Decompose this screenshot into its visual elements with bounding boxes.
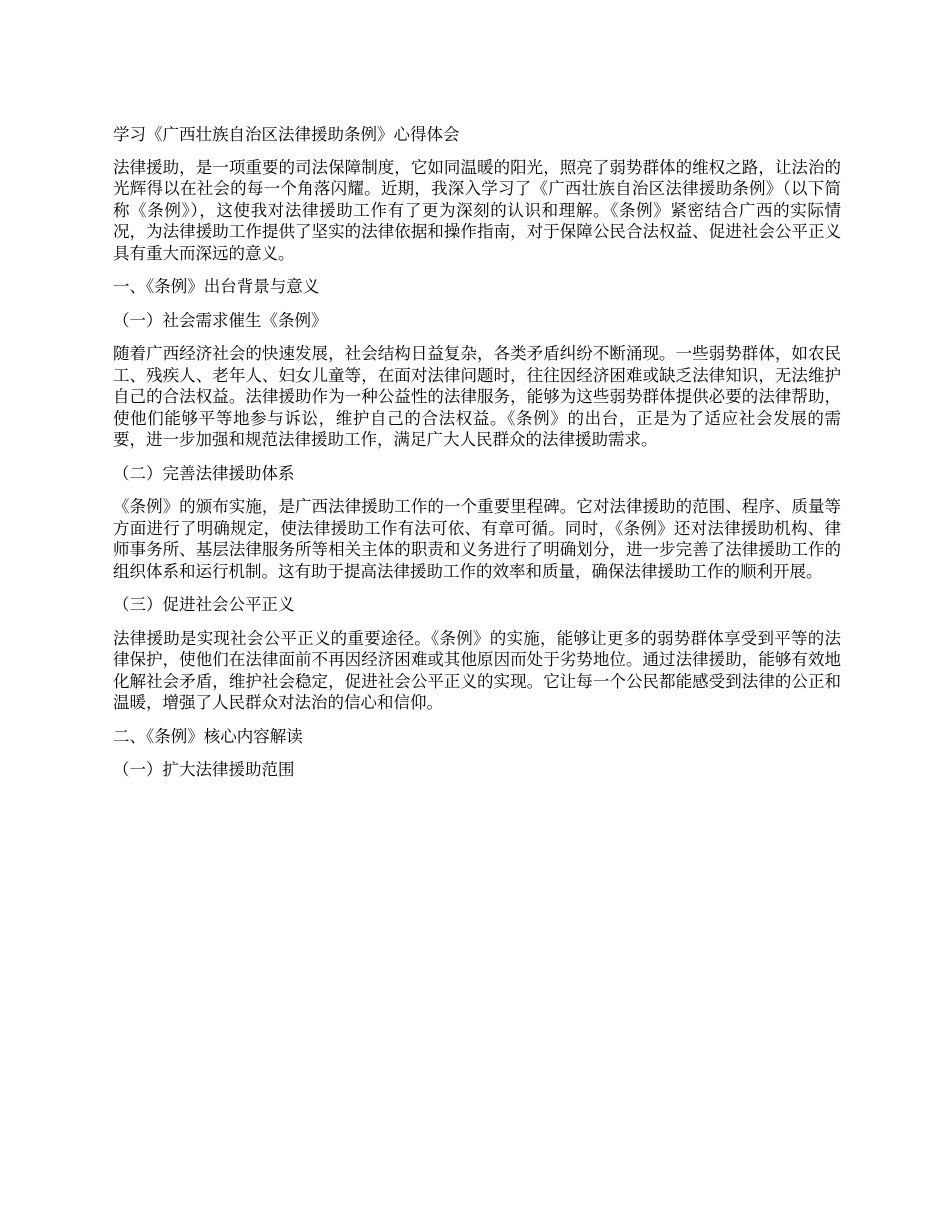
section-1-sub-3-body: 法律援助是实现社会公平正义的重要途径。《条例》的实施，能够让更多的弱势群体享受到平等的法律保护，使他们在法律面前不再因经济困难或其他原因而处于劣势地位。通过法律援助，能够有效地化解社会矛盾，维护社会稳定，促进社会公平正义的实现。它让每一个公民都能感受到法律的公正和温暖，增强了人民群众对法治的信心和信仰。 <box>113 628 841 712</box>
section-2-heading: 二、《条例》核心内容解读 <box>113 726 303 746</box>
intro-paragraph: 法律援助，是一项重要的司法保障制度，它如同温暖的阳光，照亮了弱势群体的维权之路，让法治的光辉得以在社会的每一个角落闪耀。近期，我深入学习了《广西壮族自治区法律援助条例》（以下简称《条例》），这使我对法律援助工作有了更为深刻的认识和理解。《条例》紧密结合广西的实际情况，为法律援助工作提供了坚实的法律依据和操作指南，对于保障公民合法权益、促进社会公平正义具有重大而深远的意义。 <box>113 157 841 263</box>
section-2-sub-1-heading: （一）扩大法律援助范围 <box>113 760 295 779</box>
section-1-heading: 一、《条例》出台背景与意义 <box>113 277 320 296</box>
document-page <box>113 124 841 793</box>
section-1-sub-1-heading: （一）社会需求催生《条例》 <box>113 310 328 330</box>
section-1-sub-2-heading: （二）完善法律援助体系 <box>113 463 295 483</box>
section-1-sub-3-heading: （三）促进社会公平正义 <box>113 595 295 614</box>
section-1-sub-1-body: 随着广西经济社会的快速发展，社会结构日益复杂，各类矛盾纠纷不断涌现。一些弱势群体，如农民工、残疾人、老年人、妇女儿童等，在面对法律问题时，往往因经济困难或缺乏法律知识，无法维护自己的合法权益。法律援助作为一种公益性的法律服务，能够为这些弱势群体提供必要的法律帮助，使他们能够平等地参与诉讼，维护自己的合法权益。《条例》的出台，正是为了适应社会发展的需要，进一步加强和规范法律援助工作，满足广大人民群众的法律援助需求。 <box>113 344 841 449</box>
document-title: 学习《广西壮族自治区法律援助条例》心得体会 <box>113 125 460 144</box>
section-1-sub-2-body: 《条例》的颁布实施，是广西法律援助工作的一个重要里程碑。它对法律援助的范围、程序、质量等方面进行了明确规定，使法律援助工作有法可依、有章可循。同时，《条例》还对法律援助机构、律师事务所、基层法律服务所等相关主体的职责和义务进行了明确划分，进一步完善了法律援助工作的组织体系和运行机制。这有助于提高法律援助工作的效率和质量，确保法律援助工作的顺利开展。 <box>113 497 841 581</box>
